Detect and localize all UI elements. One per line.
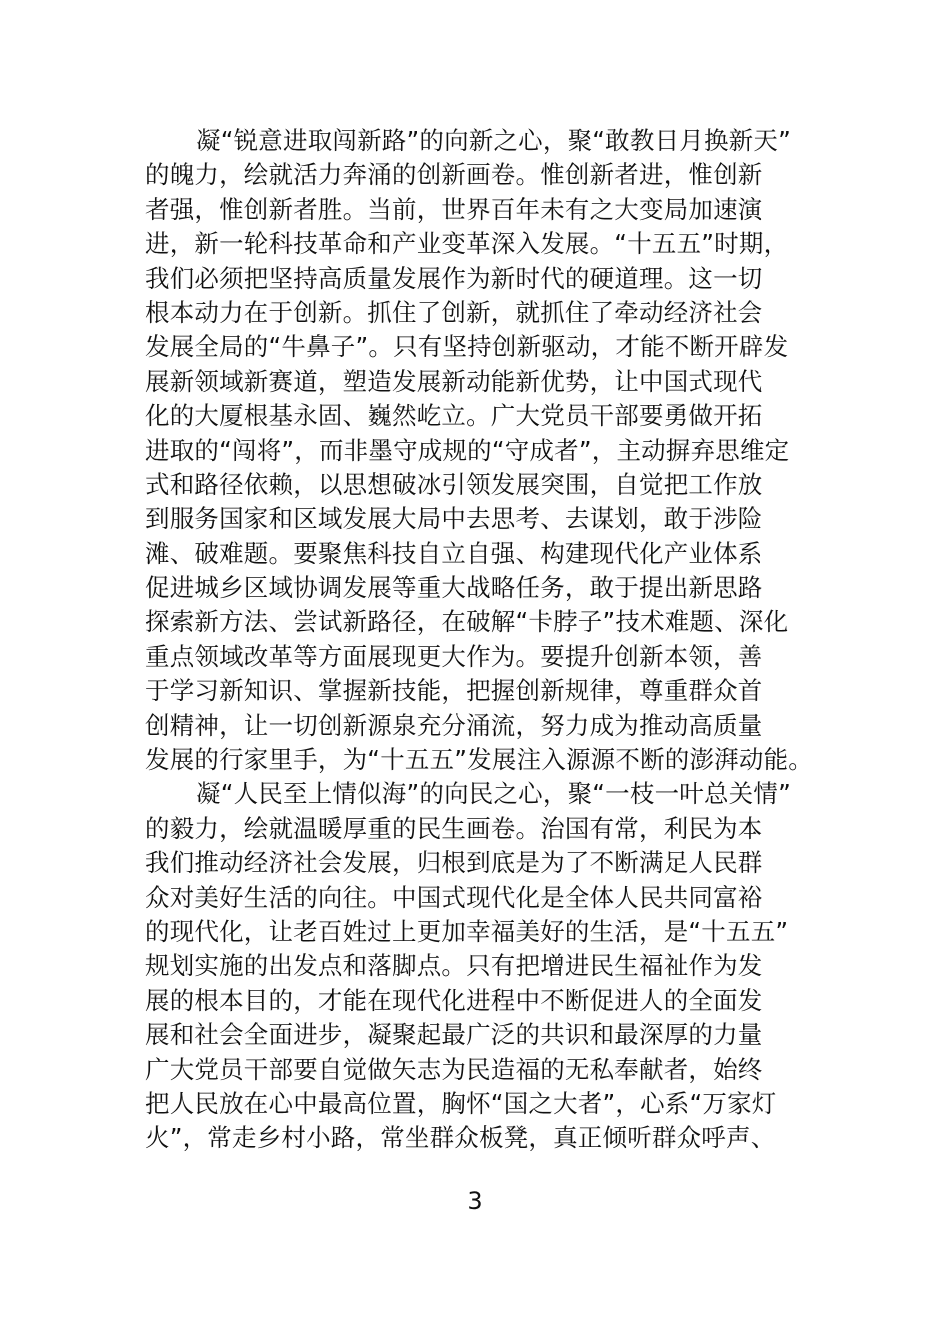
text-line: 探索新方法、尝试新路径，在破解“卡脖子”技术难题、深化 xyxy=(145,607,789,637)
text-line: 到服务国家和区域发展大局中去思考、去谋划，敢于涉险 xyxy=(145,504,763,534)
text-line: 发展的行家里手，为“十五五”发展注入源源不断的澎湃动能。 xyxy=(145,745,813,775)
text-line: 的毅力，绘就温暖厚重的民生画卷。治国有常，利民为本 xyxy=(145,813,763,843)
text-line: 滩、破难题。要聚焦科技自立自强、构建现代化产业体系 xyxy=(145,538,763,568)
text-line: 火”，常走乡村小路，常坐群众板凳，真正倾听群众呼声、 xyxy=(145,1123,776,1153)
text-line: 我们推动经济社会发展，归根到底是为了不断满足人民群 xyxy=(145,848,763,878)
text-line: 式和路径依赖，以思想破冰引领发展突围，自觉把工作放 xyxy=(145,469,763,499)
page-number: 3 xyxy=(467,1187,483,1215)
text-line: 者强，惟创新者胜。当前，世界百年未有之大变局加速演 xyxy=(145,194,763,224)
text-line: 进取的“闯将”，而非墨守成规的“守成者”，主动摒弃思维定 xyxy=(145,435,790,465)
text-line: 促进城乡区域协调发展等重大战略任务，敢于提出新思路 xyxy=(145,573,763,603)
text-line: 把人民放在心中最高位置，胸怀“国之大者”，心系“万家灯 xyxy=(145,1088,777,1118)
paragraph-people xyxy=(145,777,815,1155)
text-line: 规划实施的出发点和落脚点。只有把增进民生福祉作为发 xyxy=(145,951,763,981)
text-line: 发展全局的“牛鼻子”。只有坚持创新驱动，才能不断开辟发 xyxy=(145,332,789,362)
text-line: 凝“人民至上情似海”的向民之心，聚“一枝一叶总关情” xyxy=(196,779,791,809)
paragraph-innovation xyxy=(145,124,815,777)
text-line: 广大党员干部要自觉做矢志为民造福的无私奉献者，始终 xyxy=(145,1054,763,1084)
document-body xyxy=(145,124,815,1156)
text-line: 展新领域新赛道，塑造发展新动能新优势，让中国式现代 xyxy=(145,366,763,396)
text-line: 我们必须把坚持高质量发展作为新时代的硬道理。这一切 xyxy=(145,263,763,293)
text-line: 的魄力，绘就活力奔涌的创新画卷。惟创新者进，惟创新 xyxy=(145,160,763,190)
text-line: 展和社会全面进步，凝聚起最广泛的共识和最深厚的力量 xyxy=(145,1020,763,1050)
text-line: 凝“锐意进取闯新路”的向新之心，聚“敢教日月换新天” xyxy=(196,126,791,155)
text-line: 根本动力在于创新。抓住了创新，就抓住了牵动经济社会 xyxy=(145,297,763,327)
text-line: 重点领域改革等方面展现更大作为。要提升创新本领，善 xyxy=(145,641,763,671)
text-line: 于学习新知识、掌握新技能，把握创新规律，尊重群众首 xyxy=(145,676,763,706)
text-line: 进，新一轮科技革命和产业变革深入发展。“十五五”时期， xyxy=(145,229,789,259)
text-line: 的现代化，让老百姓过上更加幸福美好的生活，是“十五五” xyxy=(145,916,789,946)
text-line: 化的大厦根基永固、巍然屹立。广大党员干部要勇做开拓 xyxy=(145,401,763,431)
text-line: 创精神，让一切创新源泉充分涌流，努力成为推动高质量 xyxy=(145,710,763,740)
text-line: 众对美好生活的向往。中国式现代化是全体人民共同富裕 xyxy=(145,882,763,912)
text-line: 展的根本目的，才能在现代化进程中不断促进人的全面发 xyxy=(145,985,763,1015)
